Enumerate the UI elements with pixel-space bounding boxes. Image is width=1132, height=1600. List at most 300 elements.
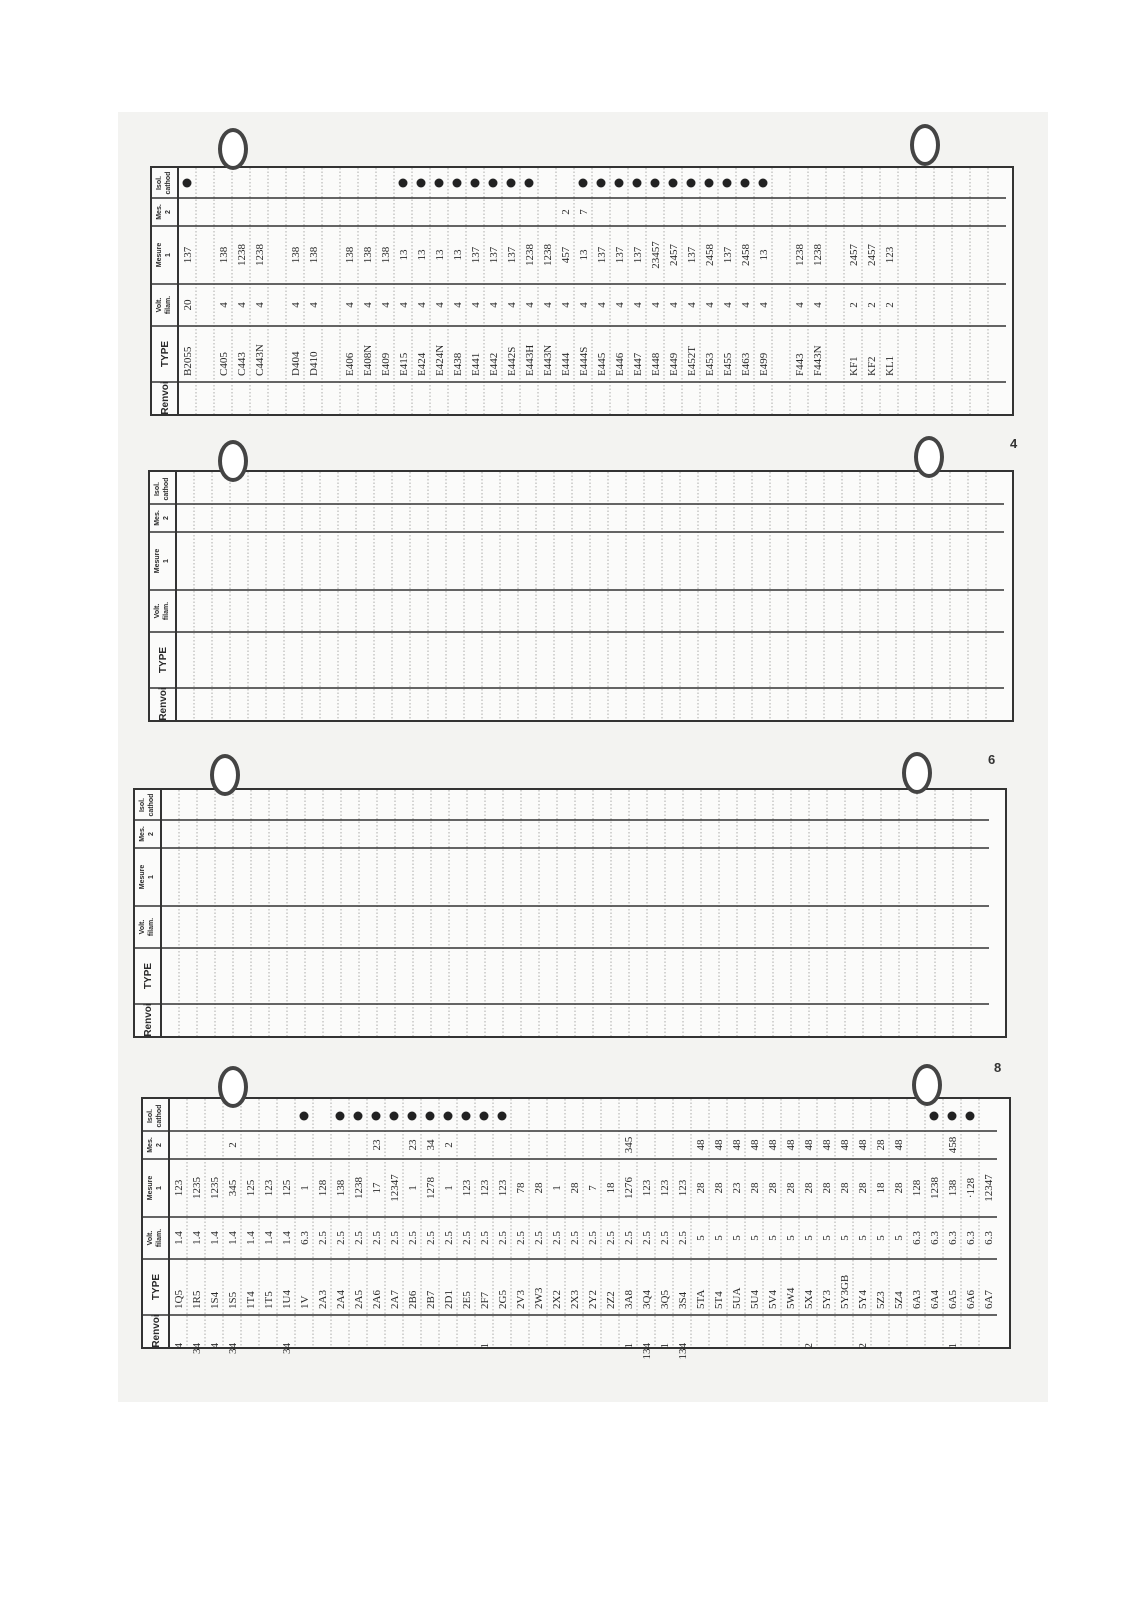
binder-hole <box>218 128 248 170</box>
table-row <box>218 246 230 376</box>
column-header-m1: Mesure <box>154 548 161 574</box>
isolation-dot <box>453 179 462 188</box>
cell-volt: 2.5 <box>659 1231 671 1245</box>
isolation-dot <box>336 1112 345 1121</box>
cell-type: 1U4 <box>281 1290 293 1309</box>
tube-card-2 <box>148 470 1014 722</box>
cell-type: 1T5 <box>263 1291 275 1309</box>
cell-m1: 28 <box>533 1182 545 1194</box>
cell-m1: 2457 <box>848 244 860 266</box>
table-row <box>848 244 860 377</box>
cell-type: E442 <box>488 352 500 376</box>
cell-type: E446 <box>614 352 626 376</box>
cell-volt: 4 <box>578 302 590 308</box>
cell-type: 3Q5 <box>659 1290 671 1309</box>
cell-m2: 48 <box>731 1139 743 1151</box>
cell-m1: 1276 <box>623 1177 635 1199</box>
cell-volt: 5 <box>857 1235 869 1241</box>
column-header-type: TYPE <box>151 1273 162 1301</box>
table-row <box>929 1112 941 1310</box>
cell-type: 5UA <box>731 1287 743 1309</box>
binder-hole <box>218 440 248 482</box>
cell-volt: 4 <box>794 302 806 308</box>
cell-m1: 13 <box>434 249 446 261</box>
cell-volt: 6.3 <box>929 1231 941 1245</box>
cell-m1: 1 <box>407 1185 419 1191</box>
table-row <box>641 1179 653 1359</box>
column-header-m1: 1 <box>156 1186 163 1190</box>
isolation-dot <box>300 1112 309 1121</box>
table-row <box>803 1139 815 1349</box>
cell-type: 6A6 <box>965 1290 977 1309</box>
table-row <box>857 1139 869 1349</box>
column-header-renvoi: Renvoi <box>143 1003 154 1037</box>
cell-m2: 23 <box>371 1139 383 1151</box>
cell-volt: 5 <box>821 1235 833 1241</box>
table-row <box>245 1179 257 1309</box>
isolation-dot <box>651 179 660 188</box>
cell-type: E438 <box>452 352 464 376</box>
cell-m1: 128 <box>911 1179 923 1197</box>
cell-type: 2F7 <box>479 1291 491 1309</box>
cell-type: E444S <box>578 346 590 376</box>
cell-type: 2Z2 <box>605 1291 617 1309</box>
cell-m1: 2457 <box>668 244 680 266</box>
table-row <box>965 1112 977 1310</box>
isolation-dot <box>669 179 678 188</box>
cell-volt: 4 <box>560 302 572 308</box>
table-row <box>605 1182 617 1309</box>
cell-m2: 48 <box>893 1139 905 1151</box>
table-row <box>362 246 374 376</box>
cell-volt: 2.5 <box>479 1231 491 1245</box>
cell-m2: 458 <box>947 1136 959 1154</box>
column-header-volt: Volt. <box>147 1230 154 1246</box>
cell-m1: 138 <box>218 246 230 264</box>
column-header-m2: 2 <box>165 210 172 214</box>
column-header-m1: 1 <box>163 559 170 563</box>
column-header-isol: cathod <box>163 477 170 501</box>
tube-card-1 <box>150 166 1014 416</box>
table-row <box>560 209 572 376</box>
cell-volt: 2.5 <box>641 1231 653 1245</box>
table-row <box>407 1112 419 1310</box>
cell-volt: 2.5 <box>623 1231 635 1245</box>
cell-volt: 4 <box>812 302 824 308</box>
cell-m2: 2 <box>443 1142 455 1148</box>
cell-volt: 5 <box>785 1235 797 1241</box>
cell-volt: 5 <box>893 1235 905 1241</box>
cell-m1: 13 <box>398 249 410 261</box>
cell-m2: 28 <box>875 1139 887 1151</box>
cell-m1: 138 <box>344 246 356 264</box>
cell-m1: 137 <box>686 246 698 264</box>
cell-type: 3S4 <box>677 1291 689 1309</box>
cell-volt: 2.5 <box>461 1231 473 1245</box>
isolation-dot <box>399 179 408 188</box>
cell-type: 5Y3 <box>821 1290 833 1309</box>
cell-m1: 17 <box>371 1182 383 1194</box>
cell-volt: 4 <box>398 302 410 308</box>
table-row <box>254 244 266 377</box>
cell-volt: 4 <box>290 302 302 308</box>
column-header-isol: Isol. <box>139 797 146 813</box>
cell-m1: 1238 <box>524 244 536 266</box>
table-row <box>452 179 464 377</box>
column-header-renvoi: Renvoi <box>160 381 171 415</box>
column-header-m2: Mes. <box>154 510 161 526</box>
table-row <box>578 179 590 377</box>
cell-m1: 457 <box>560 246 572 264</box>
cell-volt: 2.5 <box>569 1231 581 1245</box>
cell-type: 6A3 <box>911 1290 923 1309</box>
table-row <box>614 179 626 377</box>
cell-m1: 1 <box>551 1185 563 1191</box>
table-row <box>569 1182 581 1309</box>
table-row <box>893 1139 905 1309</box>
table-row <box>821 1139 833 1309</box>
cell-volt: 2.5 <box>317 1231 329 1245</box>
cell-volt: 2 <box>848 302 860 308</box>
column-header-type: TYPE <box>160 340 171 368</box>
cell-type: 1R5 <box>191 1290 203 1309</box>
isolation-dot <box>462 1112 471 1121</box>
column-header-isol: cathod <box>156 1104 163 1128</box>
table-row <box>290 246 302 376</box>
cell-m1: 123 <box>263 1179 275 1197</box>
cell-volt: 4 <box>470 302 482 308</box>
cell-m1: 28 <box>839 1182 851 1194</box>
cell-m2: 48 <box>857 1139 869 1151</box>
isolation-dot <box>354 1112 363 1121</box>
cell-m1: 1238 <box>812 244 824 266</box>
cell-type: E444 <box>560 352 572 376</box>
isolation-dot <box>597 179 606 188</box>
cell-volt: 4 <box>614 302 626 308</box>
cell-m1: 1 <box>443 1185 455 1191</box>
cell-volt: 5 <box>731 1235 743 1241</box>
column-header-renvoi: Renvoi <box>151 1314 162 1348</box>
cell-volt: 2.5 <box>353 1231 365 1245</box>
cell-type: 2A6 <box>371 1290 383 1309</box>
cell-type: F443 <box>794 353 806 376</box>
cell-type: 2W3 <box>533 1287 545 1309</box>
cell-type: E443H <box>524 344 536 376</box>
column-header-type: TYPE <box>143 962 154 990</box>
table-row <box>470 179 482 377</box>
column-header-volt: Volt. <box>139 919 146 935</box>
binder-hole <box>210 754 240 796</box>
table-row <box>488 179 500 377</box>
cell-volt: 2.5 <box>425 1231 437 1245</box>
cell-m1: 28 <box>857 1182 869 1194</box>
table-row <box>371 1112 383 1310</box>
cell-m2: 48 <box>749 1139 761 1151</box>
table-row <box>686 179 698 377</box>
cell-type: E441 <box>470 352 482 376</box>
table-row <box>812 244 824 377</box>
cell-m1: 12347 <box>983 1174 995 1202</box>
cell-volt: 5 <box>767 1235 779 1241</box>
tube-card-4 <box>141 1097 1011 1360</box>
cell-m1: 123 <box>497 1179 509 1197</box>
cell-m1: 138 <box>290 246 302 264</box>
table-row <box>632 179 644 377</box>
cell-type: 6A5 <box>947 1290 959 1309</box>
cell-type: E415 <box>398 352 410 376</box>
column-header-isol: cathod <box>148 793 155 817</box>
cell-m1: 137 <box>182 246 194 264</box>
cell-volt: 5 <box>875 1235 887 1241</box>
cell-volt: 2.5 <box>587 1231 599 1245</box>
cell-renvoi: 1 <box>947 1343 959 1349</box>
cell-m1: 138 <box>308 246 320 264</box>
cell-type: E499 <box>758 352 770 376</box>
cell-volt: 4 <box>344 302 356 308</box>
cell-type: E463 <box>740 352 752 376</box>
isolation-dot <box>444 1112 453 1121</box>
cell-volt: 1.4 <box>245 1231 257 1245</box>
cell-m1: 1238 <box>929 1177 941 1199</box>
cell-m1: 2458 <box>740 244 752 266</box>
cell-volt: 2.5 <box>677 1231 689 1245</box>
table-row <box>317 1179 329 1309</box>
cell-type: E455 <box>722 352 734 376</box>
table-row <box>434 179 446 377</box>
table-row <box>704 179 716 377</box>
table-row <box>983 1174 995 1309</box>
column-header-m1: Mesure <box>147 1175 154 1201</box>
cell-m1: 2457 <box>866 244 878 266</box>
cell-m2: 23 <box>407 1139 419 1151</box>
column-header-m2: Mes. <box>139 826 146 842</box>
cell-m2: 2 <box>560 209 572 215</box>
cell-type: 6A7 <box>983 1290 995 1309</box>
cell-type: KF1 <box>848 356 860 376</box>
cell-type: 5Z4 <box>893 1291 905 1309</box>
isolation-dot <box>426 1112 435 1121</box>
cell-type: D404 <box>290 351 302 376</box>
cell-type: 5Y3GB <box>839 1274 851 1309</box>
cell-m1: 123 <box>173 1179 185 1197</box>
isolation-dot <box>759 179 768 188</box>
table-row <box>497 1112 509 1310</box>
cell-volt: 5 <box>713 1235 725 1241</box>
cell-volt: 1.4 <box>173 1231 185 1245</box>
cell-m1: 18 <box>605 1182 617 1194</box>
isolation-dot <box>966 1112 975 1121</box>
cell-volt: 20 <box>182 299 194 311</box>
cell-renvoi: 4 <box>173 1343 185 1349</box>
cell-m1: 137 <box>614 246 626 264</box>
table-row <box>227 1142 239 1354</box>
cell-volt: 6.3 <box>911 1231 923 1245</box>
cell-volt: 4 <box>542 302 554 308</box>
cell-type: E424N <box>434 344 446 376</box>
column-header-m1: Mesure <box>139 864 146 890</box>
table-row <box>515 1182 527 1309</box>
isolation-dot <box>183 179 192 188</box>
column-header-type: TYPE <box>158 646 169 674</box>
cell-volt: 4 <box>668 302 680 308</box>
table-row <box>506 179 518 377</box>
cell-type: 1S5 <box>227 1291 239 1309</box>
cell-m1: 7 <box>587 1185 599 1191</box>
cell-volt: 4 <box>596 302 608 308</box>
cell-volt: 4 <box>722 302 734 308</box>
cell-m1: 1238 <box>254 244 266 266</box>
cell-m2: 48 <box>695 1139 707 1151</box>
cell-type: 2Y2 <box>587 1290 599 1309</box>
column-header-volt: filam. <box>148 917 155 937</box>
cell-volt: 4 <box>254 302 266 308</box>
table-row <box>173 1179 185 1348</box>
cell-type: E452T <box>686 346 698 376</box>
cell-type: 5Z3 <box>875 1291 887 1309</box>
table-row <box>677 1179 689 1359</box>
cell-type: B2055 <box>182 346 194 376</box>
cell-m1: 13 <box>758 249 770 261</box>
cell-volt: 6.3 <box>299 1231 311 1245</box>
cell-m1: 125 <box>245 1179 257 1197</box>
column-header-volt: filam. <box>163 601 170 621</box>
cell-volt: 4 <box>434 302 446 308</box>
cell-volt: 6.3 <box>983 1231 995 1245</box>
table-row <box>209 1177 221 1349</box>
isolation-dot <box>579 179 588 188</box>
cell-m2: 48 <box>713 1139 725 1151</box>
page-number: 4 <box>1010 436 1018 451</box>
cell-volt: 5 <box>803 1235 815 1241</box>
table-row <box>947 1112 959 1349</box>
cell-volt: 4 <box>740 302 752 308</box>
cell-volt: 1.4 <box>281 1231 293 1245</box>
cell-type: 2G5 <box>497 1290 509 1309</box>
cell-type: E448 <box>650 352 662 376</box>
table-row <box>344 246 356 376</box>
isolation-dot <box>741 179 750 188</box>
cell-m1: 28 <box>803 1182 815 1194</box>
cell-volt: 4 <box>686 302 698 308</box>
column-header-volt: Volt. <box>154 603 161 619</box>
cell-volt: 6.3 <box>947 1231 959 1245</box>
table-row <box>263 1179 275 1309</box>
cell-type: E409 <box>380 352 392 376</box>
table-row <box>884 246 896 376</box>
cell-m1: 345 <box>227 1179 239 1197</box>
cell-m2: 7 <box>578 209 590 215</box>
page-number: 8 <box>994 1060 1002 1075</box>
cell-type: 2A3 <box>317 1290 329 1309</box>
binder-hole <box>910 124 940 166</box>
cell-type: 3A8 <box>623 1290 635 1309</box>
cell-type: 2D1 <box>443 1290 455 1309</box>
cell-volt: 4 <box>236 302 248 308</box>
cell-type: C443N <box>254 344 266 376</box>
cell-type: E442S <box>506 346 518 376</box>
tube-table-4 <box>143 1099 1009 1360</box>
table-row <box>281 1179 293 1354</box>
table-row <box>308 246 320 376</box>
cell-m1: 28 <box>893 1182 905 1194</box>
cell-type: 2A7 <box>389 1290 401 1309</box>
table-row <box>461 1112 473 1310</box>
cell-volt: 2 <box>866 302 878 308</box>
cell-m1: 1238 <box>236 244 248 266</box>
cell-m1: 137 <box>470 246 482 264</box>
table-row <box>866 244 878 377</box>
cell-renvoi: 34 <box>191 1343 203 1354</box>
column-header-isol: cathod <box>165 171 172 195</box>
cell-volt: 4 <box>380 302 392 308</box>
cell-m1: 1238 <box>542 244 554 266</box>
table-row <box>740 179 752 377</box>
cell-type: C405 <box>218 352 230 376</box>
cell-renvoi: 134 <box>677 1343 689 1360</box>
cell-renvoi: 1 <box>659 1343 671 1349</box>
cell-type: 1S4 <box>209 1291 221 1309</box>
tube-table-3 <box>135 790 1005 1036</box>
isolation-dot <box>723 179 732 188</box>
column-header-volt: filam. <box>156 1228 163 1248</box>
cell-type: 1T4 <box>245 1291 257 1309</box>
cell-m1: 1238 <box>794 244 806 266</box>
cell-renvoi: 34 <box>227 1343 239 1354</box>
cell-m1: ·128 <box>965 1177 977 1199</box>
isolation-dot <box>390 1112 399 1121</box>
cell-type: KF2 <box>866 356 878 376</box>
cell-m1: 12347 <box>389 1174 401 1202</box>
cell-volt: 4 <box>758 302 770 308</box>
cell-type: 1V <box>299 1295 311 1309</box>
cell-type: 1Q5 <box>173 1290 185 1309</box>
cell-m1: 125 <box>281 1179 293 1197</box>
tube-table-1 <box>152 168 1012 414</box>
column-header-isol: Isol. <box>154 481 161 497</box>
cell-type: E449 <box>668 352 680 376</box>
isolation-dot <box>471 179 480 188</box>
column-header-volt: Volt. <box>156 297 163 313</box>
table-row <box>587 1185 599 1309</box>
cell-volt: 2.5 <box>533 1231 545 1245</box>
cell-m1: 138 <box>362 246 374 264</box>
cell-m2: 48 <box>821 1139 833 1151</box>
cell-m1: 23 <box>731 1182 743 1194</box>
isolation-dot <box>705 179 714 188</box>
cell-renvoi: 134 <box>641 1343 653 1360</box>
cell-m1: 123 <box>641 1179 653 1197</box>
cell-renvoi: 4 <box>209 1343 221 1349</box>
column-header-m1: Mesure <box>156 242 163 268</box>
cell-m1: 138 <box>335 1179 347 1197</box>
cell-m1: 123 <box>659 1179 671 1197</box>
cell-m1: 1 <box>299 1185 311 1191</box>
tube-table-2 <box>150 472 1012 720</box>
cell-volt: 4 <box>218 302 230 308</box>
cell-type: E408N <box>362 344 374 376</box>
cell-volt: 4 <box>362 302 374 308</box>
cell-type: 5T4 <box>713 1291 725 1309</box>
cell-volt: 5 <box>839 1235 851 1241</box>
binder-hole <box>912 1064 942 1106</box>
cell-type: F443N <box>812 345 824 376</box>
cell-m1: 1235 <box>191 1177 203 1199</box>
table-row <box>839 1139 851 1309</box>
table-row <box>911 1179 923 1309</box>
cell-volt: 2.5 <box>335 1231 347 1245</box>
cell-type: 5U4 <box>749 1290 761 1309</box>
cell-type: E424 <box>416 352 428 376</box>
